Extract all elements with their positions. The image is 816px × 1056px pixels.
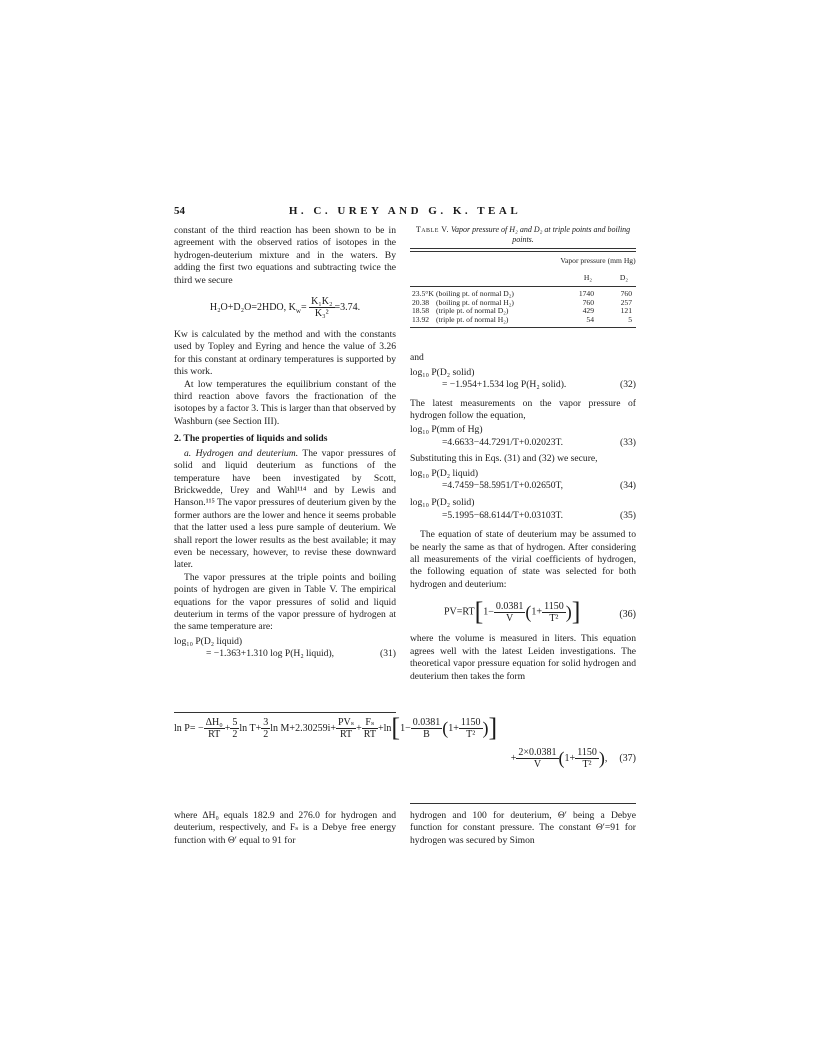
- eq-line: =4.7459−58.5951/T+0.02650T,: [442, 480, 564, 492]
- paragraph: where the volume is measured in liters. This equation agrees well with the latest Leiden investigations. The theoretical vapor pressure equation for solid hydrogen and deuterium then takes the form: [410, 633, 636, 682]
- table-row: 23.5°K (boiling pt. of normal D₂) 1740 760: [412, 289, 632, 298]
- paragraph: [174, 448, 396, 572]
- eq-line: =5.1995−68.6144/T+0.03103T.: [442, 509, 564, 521]
- eq-number: (33): [620, 436, 636, 448]
- eq-number: (36): [619, 609, 636, 621]
- eq-fraction: [309, 296, 334, 319]
- equation-32: [410, 367, 636, 392]
- table-label: Table V.: [415, 225, 449, 234]
- eq-line: = −1.954+1.534 log P(H₂ solid).: [442, 379, 567, 391]
- column-rule: [410, 803, 636, 804]
- paragraph: Substituting this in Eqs. (31) and (32) we secure,: [410, 453, 598, 465]
- bottom-left-paragraph: where ΔH₀ equals 182.9 and 276.0 for hydrogen and deuterium, respectively, and Fₛ is a Debye free energy function with Θ′ equal to 91 for: [174, 810, 396, 846]
- eq-lhs: PV=RT: [444, 606, 475, 618]
- equation-kw: [174, 296, 396, 319]
- paragraph-text: The vapor pressures of solid and liquid deuterium as functions of the temperature have been investigated by Scott, Brickwedde, Urey and Wahl¹¹⁴ and by Lewis and Hanson.¹¹⁵ The vapor pressures of deuterium given by the former authors are the lower and hence it seems probable that the latter used a less pure sample of deuterium. We shall report the lower results as the best available; it may even be necessary, however, to revise these downward later.: [174, 447, 396, 571]
- paragraph: At low temperatures the equilibrium constant of the third reaction above favors the fractionation of the isotopes by a factor 3. This is larger than that observed by Washburn (see Section III).: [174, 378, 396, 427]
- paragraph: The vapor pressures at the triple points and boiling points of hydrogen are given in Table V. The empirical equations for the vapor pressures of solid and liquid deuterium in terms of the vapor pressure of hydrogen at the same temperature are:: [174, 571, 396, 633]
- col-header-d2: D₂: [619, 273, 628, 283]
- table-row: 13.92 (triple pt. of normal H₂) 54 5: [412, 314, 632, 324]
- eq-number: (34): [620, 480, 636, 492]
- equation-36: PV=RT[1− $\frac{0.0381}{V}$ (1+ $\frac{1150}{\text{T²}}$ )] (36): [444, 597, 636, 627]
- eq-line: log₁₀ P(D₂ solid): [410, 366, 475, 378]
- equation-35: [410, 497, 636, 522]
- eq-line: = −1.363+1.310 log P(H₂ liquid),: [206, 648, 335, 660]
- table-caption: [410, 225, 636, 244]
- eq-lhs: H₂O+D₂O=2HDO, K: [209, 301, 296, 313]
- bottom-right-paragraph: hydrogen and 100 for deuterium, Θ′ being a Debye function for constant pressure. The constant Θ′=91 for hydrogen was secured by Simon: [410, 810, 636, 846]
- eq-number: (37): [619, 753, 636, 764]
- paragraph: The latest measurements on the vapor pressure of hydrogen follow the equation,: [410, 397, 636, 421]
- eq-line: log₁₀ P(mm of Hg): [410, 424, 483, 436]
- eq-line: =4.6633−44.7291/T+0.02023T.: [442, 436, 564, 448]
- col-header-h2: H₂: [583, 273, 592, 283]
- eq-number: (32): [620, 379, 636, 391]
- eq-numerator: K₁K₂: [311, 296, 333, 308]
- right-column: [410, 225, 636, 683]
- equation-31: [174, 636, 396, 661]
- left-column: [174, 225, 396, 661]
- table-row: 20.38 (boiling pt. of normal H₂) 760 257: [412, 297, 632, 307]
- eq-denominator: K₃²: [314, 308, 329, 320]
- eq-sub: w: [295, 306, 301, 315]
- equation-34: [410, 468, 636, 493]
- page-number: 54: [174, 205, 185, 217]
- paragraph: constant of the third reaction has been shown to be in agreement with the observed ratios of isotopes in the hydrogen-deuterium mixture and in the waters. By adding the first two equations and subtracting twice the third we secure: [174, 225, 396, 286]
- eq-value: =3.74.: [334, 301, 361, 313]
- table-row: 18.58 (triple pt. of normal D₂) 429 121: [412, 306, 632, 316]
- eq-line: log₁₀ P(D₂ solid): [410, 497, 475, 509]
- eq-line: log₁₀ P(D₂ liquid): [174, 635, 243, 647]
- table-caption-text: Vapor pressure of H₂ and D₂ at triple points and boiling points.: [448, 225, 631, 244]
- subsection-title: a. Hydrogen and deuterium.: [184, 447, 299, 459]
- eq-line: log₁₀ P(D₂ liquid): [410, 467, 479, 479]
- paragraph: Kw is calculated by the method and with the constants used by Topley and Eyring and hence the value of 3.26 for this constant at ordinary temperatures is supported by this work.: [174, 329, 396, 378]
- col-group-header: Vapor pressure (mm Hg): [560, 256, 636, 265]
- paragraph: The equation of state of deuterium may be assumed to be nearly the same as that of hydrogen. After considering all measurements of the virial coefficients of hydrogen, the following equation of state was selected for both hydrogen and deuterium:: [410, 529, 636, 590]
- section-heading: 2. The properties of liquids and solids: [174, 433, 328, 445]
- column-rule: [174, 712, 396, 713]
- eq-number: (31): [380, 648, 396, 660]
- paragraph: and: [410, 352, 424, 364]
- eq-mid: =: [300, 301, 307, 313]
- equation-37: ln P= − $\frac{\text{ΔH₀}}{RT}$ + $\frac{5}{2}$ ln T+ $\frac{3}{2}$ ln M+2.30259i+ $\frac{\text{PVₛ}}{RT}$ + $\frac{\text{Fₛ}}{RT}$ +ln [ 1− $\frac{0.0381}{B}$ ( 1+ $\frac{1150}{\text{T²}}$ ) ] + $\frac{2\times 0.0381}{V}$ ( 1+ $\frac{1150}{\text{T²}}$ ) , (37): [174, 713, 636, 770]
- eq-number: (35): [620, 509, 636, 521]
- equation-33: [410, 424, 636, 449]
- table-header: [410, 252, 636, 287]
- table-v: [410, 225, 636, 328]
- table-body: [410, 248, 636, 328]
- running-title: H. C. UREY AND G. K. TEAL: [288, 205, 522, 217]
